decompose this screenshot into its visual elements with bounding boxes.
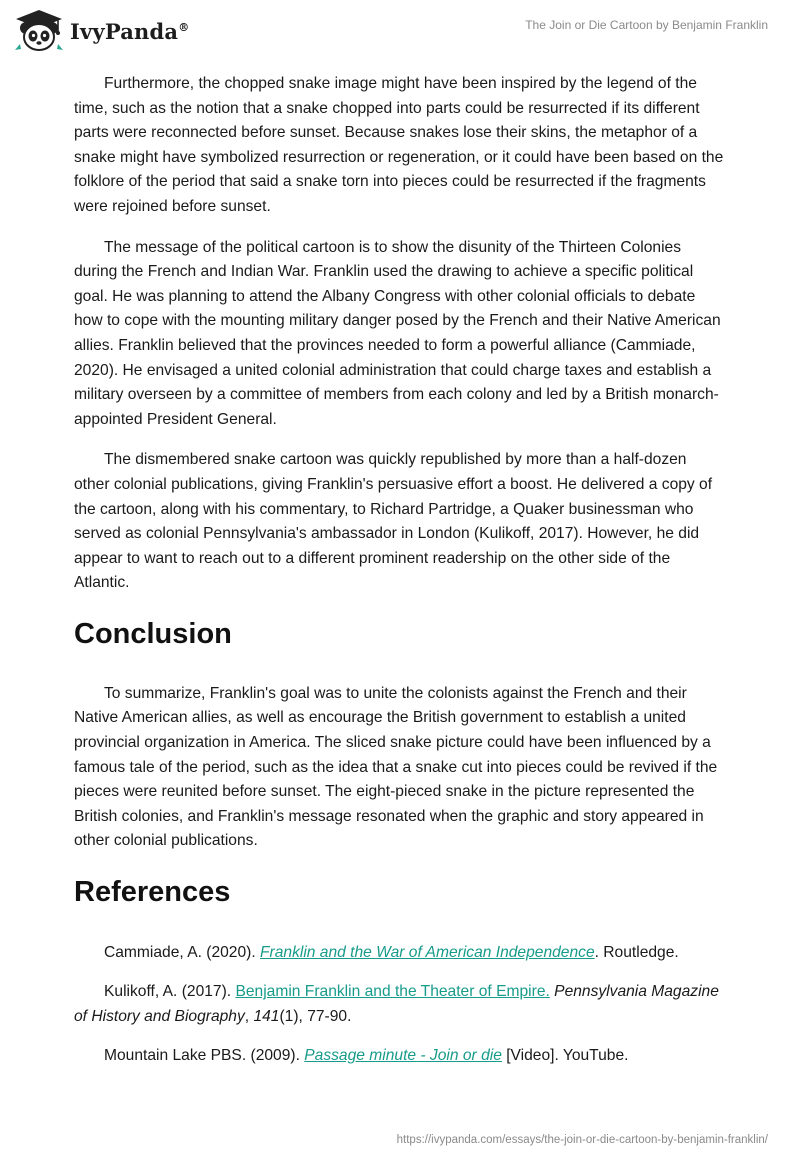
reference-link[interactable]: Passage minute - Join or die bbox=[304, 1047, 502, 1065]
body-paragraph: The dismembered snake cartoon was quickly republished by more than a half-dozen other colonial publications, giving Franklin's persuasive effort a boost. He delivered a copy of the cartoon, along with his commentary, to Richard Partridge, a Quaker businessman who served as colonial Pennsylvania's ambassador in London (Kulikoff, 2017). However, he did appear to want to reach out to a different prominent readership on the other side of the Atlantic. bbox=[74, 451, 713, 592]
conclusion-heading: Conclusion bbox=[74, 617, 232, 650]
essay-content bbox=[74, 72, 726, 1082]
body-paragraph: The message of the political cartoon is to show the disunity of the Thirteen Colonies during the French and Indian War. Franklin used the drawing to achieve a specific political goal. He was planning to attend the Albany Congress with other colonial officials to debate how to cope with the mounting military danger posed by the French and their Native American allies. Franklin believed that the provinces needed to form a powerful alliance (Cammiade, 2020). He envisaged a united colonial administration that could charge taxes and establish a military overseen by a committee of members from each colony and led by a British monarch-appointed President General. bbox=[74, 238, 721, 428]
source-url[interactable]: https://ivypanda.com/essays/the-join-or-die-cartoon-by-benjamin-franklin/ bbox=[396, 1134, 768, 1146]
conclusion-paragraph: To summarize, Franklin's goal was to unite the colonists against the French and their Native American allies, as well as encourage the British government to establish a united provincial organization in America. The sliced snake picture could have been influenced by a famous tale of the period, such as the idea that a snake cut into pieces could be revived if the pieces were reunited before sunset. The eight-pieced snake in the picture represented the British colonies, and Franklin's message resonated when the graphic and story appeared in other colonial publications. bbox=[74, 684, 718, 850]
reference-link[interactable]: Franklin and the War of American Independence bbox=[260, 944, 595, 962]
reference-link[interactable]: Benjamin Franklin and the Theater of Empire. bbox=[235, 983, 550, 1001]
references-heading: References bbox=[74, 876, 231, 909]
page-header bbox=[0, 0, 800, 60]
body-paragraph: Furthermore, the chopped snake image might have been inspired by the legend of the time, such as the notion that a snake chopped into parts could be resurrected if its different parts were reconnected before sunset. Because snakes lose their skins, the metaphor of a snake might have symbolized resurrection or regeneration, or it could have been based on the folklore of the period that said a snake torn into pieces could be resurrected if the fragments were rejoined before sunset. bbox=[74, 75, 724, 215]
reference-item: Mountain Lake PBS. (2009). Passage minute - Join or die [Video]. YouTube. bbox=[104, 1047, 629, 1065]
panda-graduate-icon bbox=[12, 8, 66, 54]
ivypanda-logo[interactable] bbox=[12, 8, 189, 54]
brand-name: IvyPanda® bbox=[70, 18, 190, 44]
document-title: The Join or Die Cartoon by Benjamin Franklin bbox=[525, 18, 768, 32]
reference-item: Cammiade, A. (2020). Franklin and the War of American Independence. Routledge. bbox=[104, 944, 679, 962]
reference-item: Kulikoff, A. (2017). Benjamin Franklin and the Theater of Empire. Pennsylvania Magazine of History and Biography, 141(1), 77-90. bbox=[74, 983, 719, 1026]
